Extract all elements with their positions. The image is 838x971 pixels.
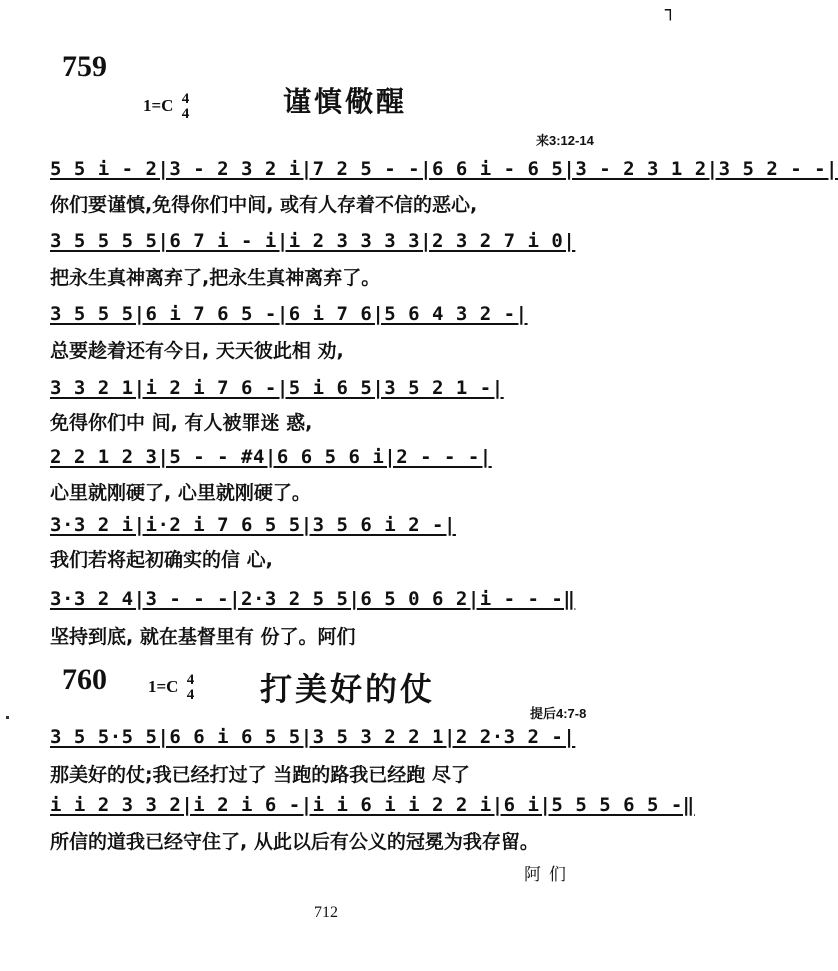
corner-mark: ┐ — [665, 0, 676, 21]
notation-line: 3·3 2 i|i·2 i 7 6 5 5|3 5 6 i 2 -| — [50, 514, 456, 536]
notation-line: 3 5 5 5|6 i 7 6 5 -|6 i 7 6|5 6 4 3 2 -| — [50, 303, 528, 325]
hymn-number: 760 — [62, 663, 107, 696]
notation-line: 5 5 i - 2|3 - 2 3 2 i|7 2 5 - -|6 6 i - 6 5|3 - 2 3 1 2|3 5 2 - -| — [50, 158, 838, 180]
notation-line: 2 2 1 2 3|5 - - #4|6 6 5 6 i|2 - - -| — [50, 446, 492, 468]
time-bottom: 4 — [186, 687, 195, 703]
lyric-line: 总要趁着还有今日, 天天彼此相 劝, — [50, 340, 344, 362]
lyric-line: 你们要谨慎,免得你们中间, 或有人存着不信的恶心, — [50, 194, 478, 216]
time-signature — [182, 92, 190, 122]
hymn-title: 打美好的仗 — [260, 670, 436, 708]
lyric-line: 我们若将起初确实的信 心, — [50, 549, 273, 571]
lyric-line: 心里就刚硬了, 心里就刚硬了。 — [50, 482, 311, 504]
key-label: 1=C — [143, 95, 174, 115]
time-top: 4 — [181, 91, 190, 107]
notation-line: 3 5 5·5 5|6 6 i 6 5 5|3 5 3 2 2 1|2 2·3 2 -| — [50, 726, 576, 748]
scan-speck — [6, 716, 9, 719]
hymn-number: 759 — [62, 50, 107, 83]
key-signature — [143, 92, 189, 122]
hymn-title: 谨慎儆醒 — [283, 85, 408, 118]
scripture-reference: 提后4:7-8 — [530, 706, 587, 721]
time-signature — [187, 673, 195, 703]
notation-line: 3 5 5 5 5|6 7 i - i|i 2 3 3 3 3|2 3 2 7 i 0| — [50, 230, 576, 252]
lyric-line: 坚持到底, 就在基督里有 份了。阿们 — [50, 626, 356, 648]
lyric-line: 把永生真神离弃了,把永生真神离弃了。 — [50, 267, 381, 289]
notation-line: 3 3 2 1|i 2 i 7 6 -|5 i 6 5|3 5 2 1 -| — [50, 377, 504, 399]
lyric-line: 所信的道我已经守住了, 从此以后有公义的冠冕为我存留。 — [50, 831, 539, 853]
time-bottom: 4 — [181, 106, 190, 122]
page-number: 712 — [314, 904, 338, 921]
key-label: 1=C — [148, 676, 179, 696]
notation-line: 3·3 2 4|3 - - -|2·3 2 5 5|6 5 0 6 2|i - - -‖ — [50, 588, 576, 610]
notation-line: i i 2 3 3 2|i 2 i 6 -|i i 6 i i 2 2 i|6 i|5 5 5 6 5 -‖ — [50, 794, 695, 816]
time-top: 4 — [186, 672, 195, 688]
amen-text: 阿们 — [524, 865, 574, 885]
lyric-line: 那美好的仗;我已经打过了 当跑的路我已经跑 尽了 — [50, 764, 470, 786]
lyric-line: 免得你们中 间, 有人被罪迷 惑, — [50, 412, 313, 434]
key-signature — [148, 673, 194, 703]
scripture-reference: 来3:12-14 — [536, 133, 594, 148]
